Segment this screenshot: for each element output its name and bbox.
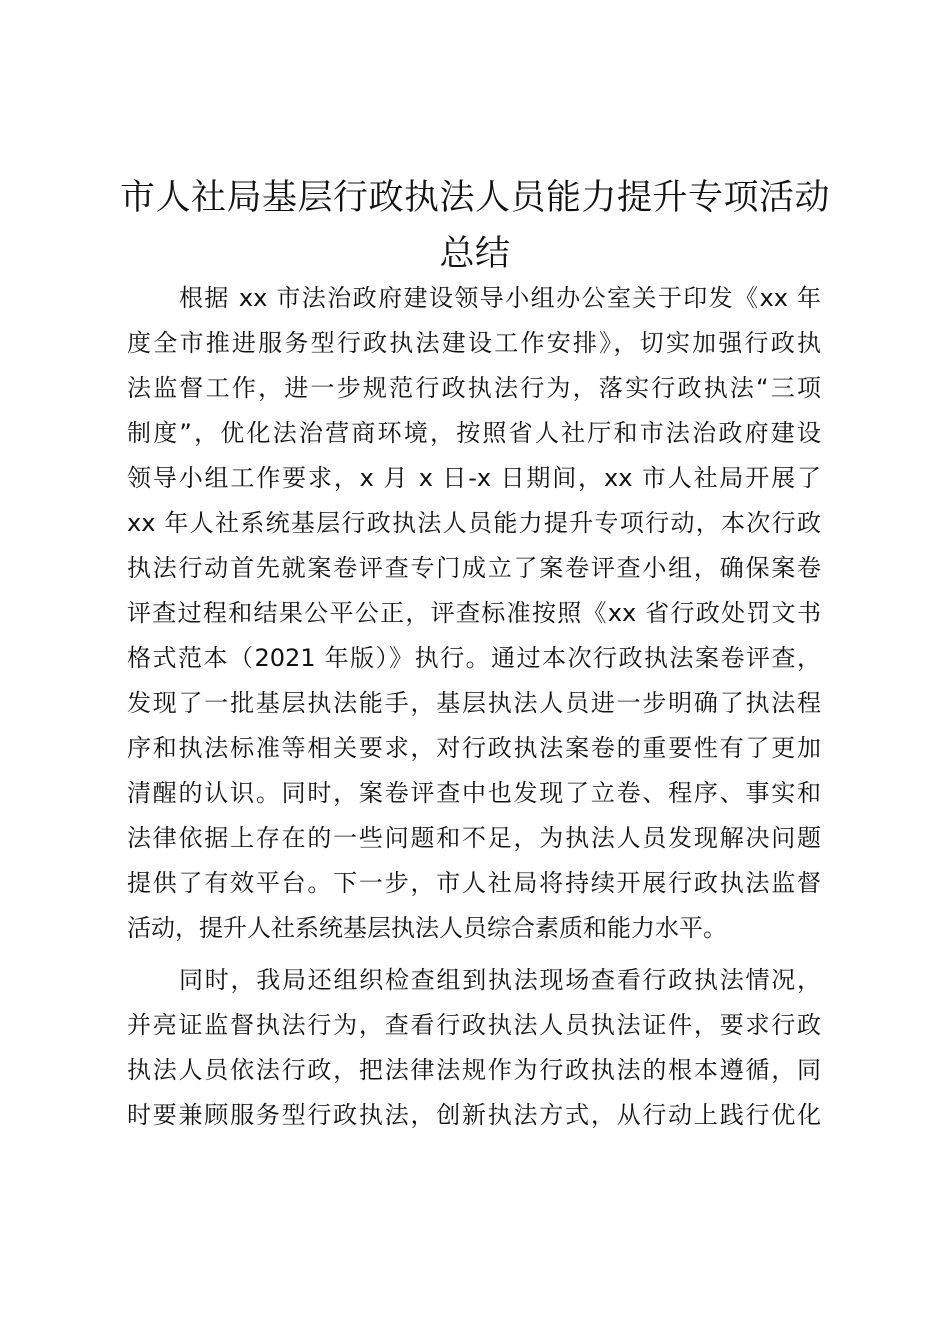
paragraph-line: 序和执法标准等相关要求，对行政执法案卷的重要性有了更加 (127, 734, 821, 762)
paragraph-line: 提供了有效平台。下一步，市人社局将持续开展行政执法监督 (127, 869, 821, 897)
paragraph-line: 度全市推进服务型行政执法建设工作安排》，切实加强行政执 (127, 329, 821, 357)
paragraph-line: 制度”，优化法治营商环境，按照省人社厅和市法治政府建设 (127, 419, 821, 447)
paragraph-line: 同时，我局还组织检查组到执法现场查看行政执法情况， (179, 966, 821, 994)
paragraph-line: 时要兼顾服务型行政执法，创新执法方式，从行动上践行优化 (127, 1101, 821, 1129)
paragraph-1 (127, 276, 821, 951)
paragraph-line: 活动，提升人社系统基层执法人员综合素质和能力水平。 (127, 914, 727, 942)
document-title (110, 170, 840, 282)
paragraph-line: 根据 xx 市法治政府建设领导小组办公室关于印发《xx 年 (179, 284, 821, 312)
document-body (127, 276, 821, 1138)
paragraph-2 (127, 958, 821, 1138)
paragraph-line: 领导小组工作要求，x 月 x 日-x 日期间，xx 市人社局开展了 (127, 464, 821, 492)
title-line-1: 市人社局基层行政执法人员能力提升专项活动 (119, 178, 830, 218)
paragraph-line: 执法人员依法行政，把法律法规作为行政执法的根本遵循，同 (127, 1056, 821, 1084)
paragraph-line: 执法行动首先就案卷评查专门成立了案卷评查小组，确保案卷 (127, 554, 821, 582)
paragraph-line: 并亮证监督执法行为，查看行政执法人员执法证件，要求行政 (127, 1011, 821, 1039)
title-line-2: 总结 (439, 234, 511, 274)
paragraph-line: 法监督工作，进一步规范行政执法行为，落实行政执法“三项 (127, 374, 821, 402)
paragraph-line: 格式范本（2021 年版）》执行。通过本次行政执法案卷评查， (127, 644, 821, 672)
paragraph-line: 清醒的认识。同时，案卷评查中也发现了立卷、程序、事实和 (127, 779, 821, 807)
paragraph-spacer (127, 951, 821, 958)
paragraph-line: 发现了一批基层执法能手，基层执法人员进一步明确了执法程 (127, 689, 821, 717)
paragraph-line: 评查过程和结果公平公正，评查标准按照《xx 省行政处罚文书 (127, 599, 821, 627)
paragraph-line: 法律依据上存在的一些问题和不足，为执法人员发现解决问题 (127, 824, 821, 852)
paragraph-line: xx 年人社系统基层行政执法人员能力提升专项行动，本次行政 (127, 509, 821, 537)
